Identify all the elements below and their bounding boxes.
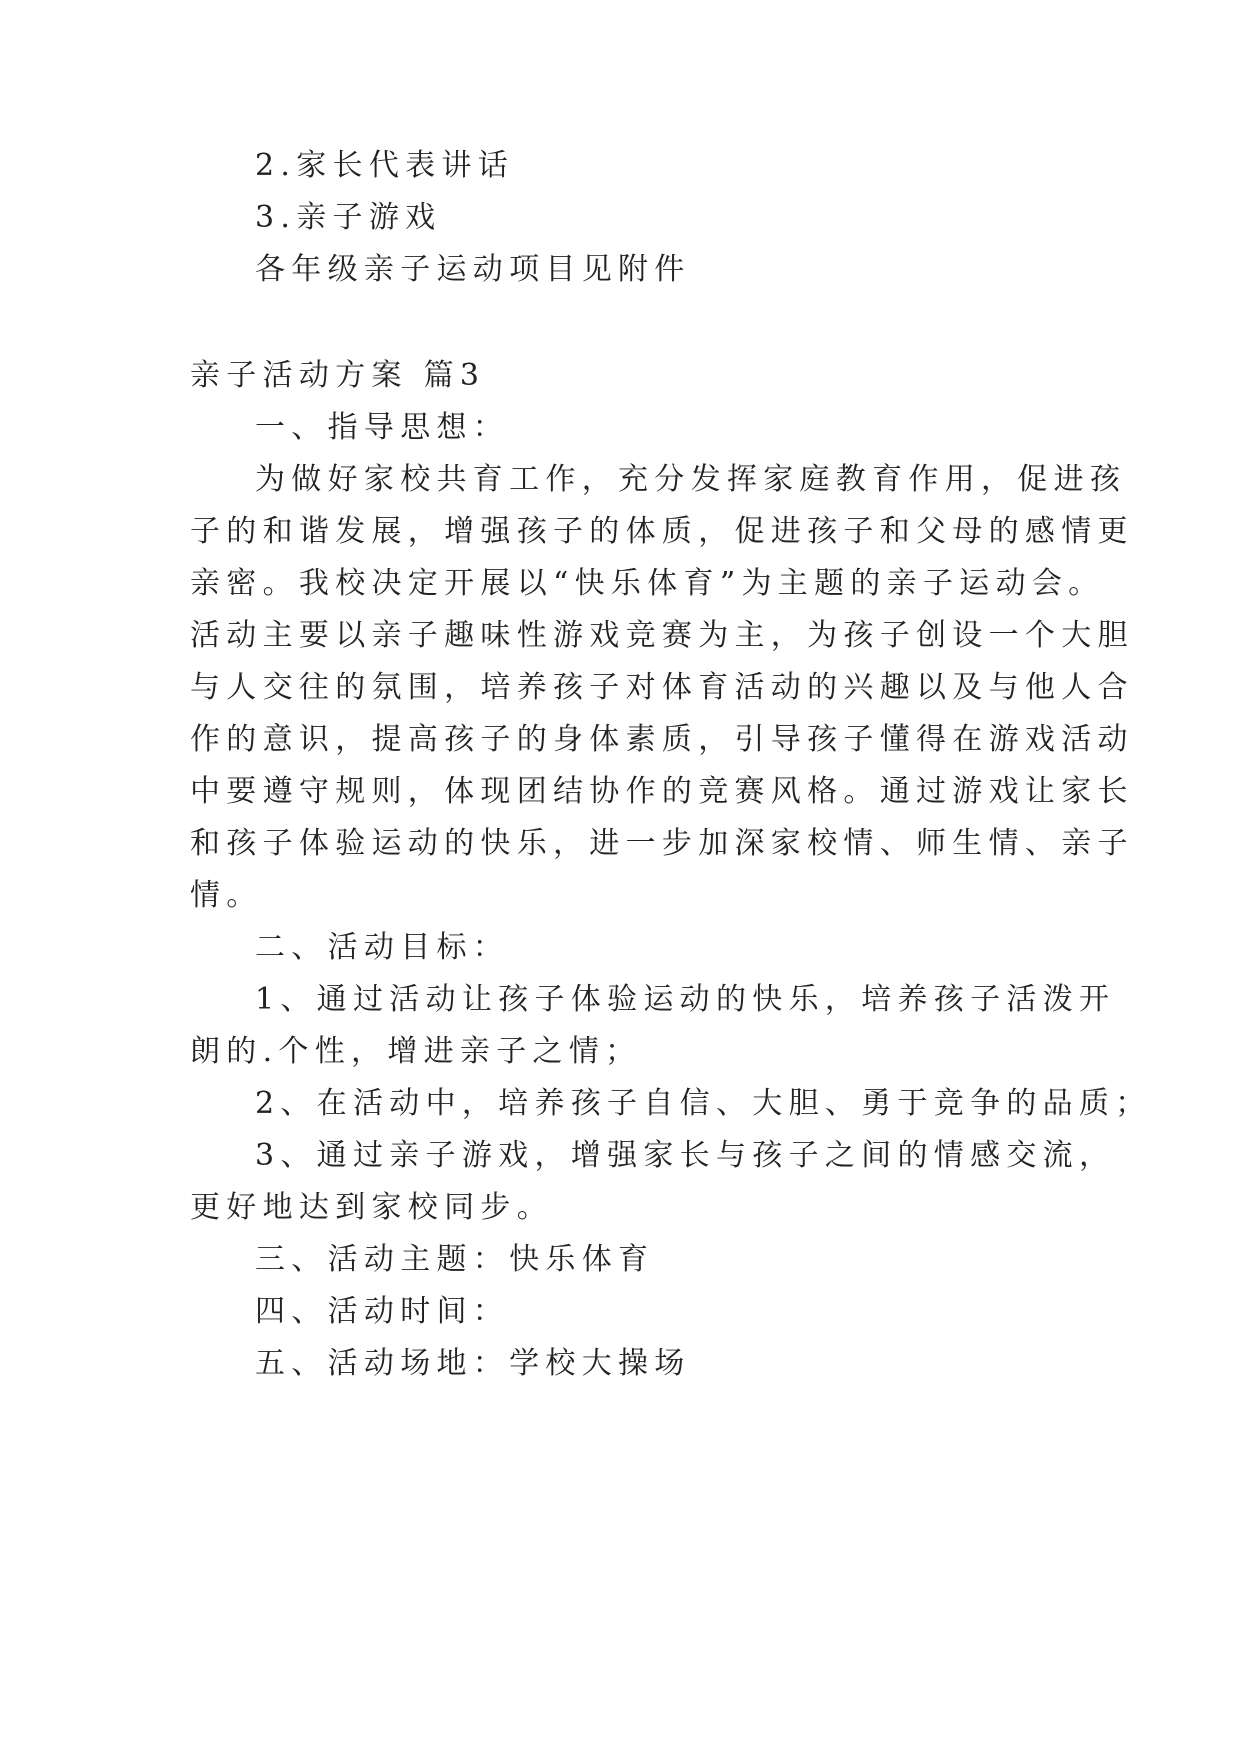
prev-item-parent-speech: 2.家长代表讲话 (255, 148, 515, 183)
guiding-paragraph-line: 子的和谐发展，增强孩子的体质，促进孩子和父母的感情更 (190, 514, 1134, 549)
section-heading: 亲子活动方案 篇3 (190, 358, 486, 393)
activity-goals-title: 二、活动目标： (255, 930, 510, 965)
guiding-paragraph-line: 亲密。我校决定开展以“快乐体育”为主题的亲子运动会。 (190, 566, 1105, 601)
guiding-paragraph-line: 中要遵守规则，体现团结协作的竞赛风格。通过游戏让家长 (190, 774, 1134, 809)
guiding-paragraph-line: 活动主要以亲子趣味性游戏竞赛为主，为孩子创设一个大胆 (190, 618, 1134, 653)
guiding-ideology-title: 一、指导思想： (255, 410, 510, 445)
goal-3-line: 3、通过亲子游戏，增强家长与孩子之间的情感交流， (255, 1138, 1116, 1173)
guiding-paragraph-line: 为做好家校共育工作，充分发挥家庭教育作用，促进孩 (255, 462, 1127, 497)
goal-1-line: 1、通过活动让孩子体验运动的快乐，培养孩子活泼开 (255, 982, 1116, 1017)
goal-3-line: 更好地达到家校同步。 (190, 1190, 553, 1225)
goal-2-line: 2、在活动中，培养孩子自信、大胆、勇于竞争的品质； (255, 1086, 1152, 1121)
activity-venue: 五、活动场地：学校大操场 (255, 1346, 691, 1381)
activity-theme: 三、活动主题：快乐体育 (255, 1242, 655, 1277)
guiding-paragraph-line: 情。 (190, 878, 263, 913)
guiding-paragraph-line: 与人交往的氛围，培养孩子对体育活动的兴趣以及与他人合 (190, 670, 1134, 705)
prev-item-parent-child-games: 3.亲子游戏 (255, 200, 442, 235)
prev-item-attachment-note: 各年级亲子运动项目见附件 (255, 252, 691, 287)
goal-1-line: 朗的.个性，增进亲子之情； (190, 1034, 642, 1069)
guiding-paragraph-line: 作的意识，提高孩子的身体素质，引导孩子懂得在游戏活动 (190, 722, 1134, 757)
activity-time: 四、活动时间： (255, 1294, 510, 1329)
guiding-paragraph-line: 和孩子体验运动的快乐，进一步加深家校情、师生情、亲子 (190, 826, 1134, 861)
